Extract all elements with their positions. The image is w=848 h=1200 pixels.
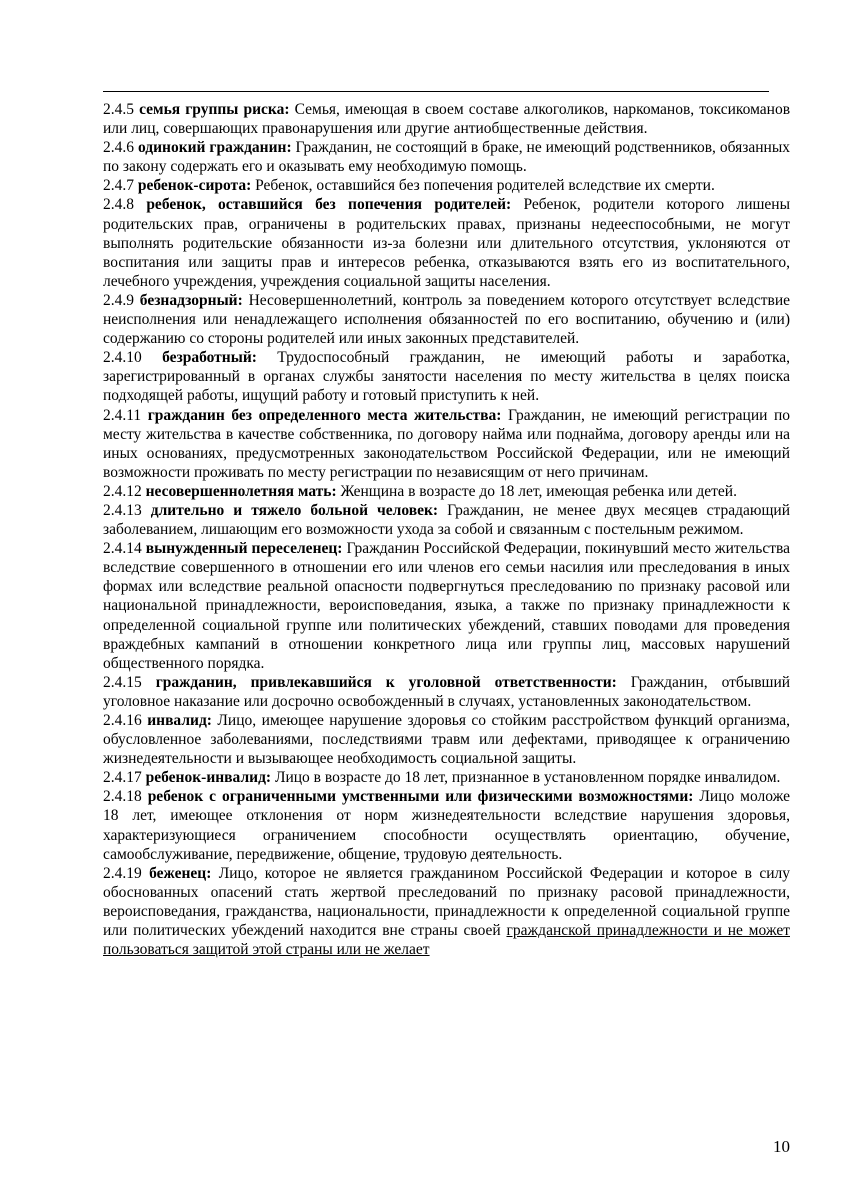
entry-text: Лицо моложе 18 лет, имеющее отклонения от норм жизнедеятельности вследствие нарушения здоровья, характеризующиеся ограничением способности осуществлять ориентацию, обучение, самообслуживание, передвижение, общение, трудовую деятельность. — [103, 788, 791, 863]
definition-entry — [103, 138, 790, 176]
entry-text: Гражданин, не менее двух месяцев страдающий заболеванием, лишающим его возможности ухода за собой и связанным с постельным режимом. — [103, 501, 790, 539]
entry-number: 2.4.9 — [103, 291, 134, 309]
entry-text: Несовершеннолетний, контроль за поведением которого отсутствует вследствие неисполнения или ненадлежащего исполнения обязанностей по его воспитанию, обучению и (или) содержанию со стороны родителей или иных законных представителей. — [103, 291, 791, 348]
entry-text: Ребенок, оставшийся без попечения родителей вследствие их смерти. — [255, 177, 715, 195]
entry-number: 2.4.17 — [103, 769, 142, 787]
definition-entry — [103, 539, 790, 673]
entry-term: семья группы риска: — [139, 101, 290, 118]
definition-entry — [103, 195, 790, 290]
entry-term: безнадзорный: — [139, 291, 243, 309]
definition-entry — [103, 711, 790, 768]
definition-entry — [103, 482, 790, 501]
entry-number: 2.4.7 — [103, 177, 134, 195]
entry-text: Гражданин Российской Федерации, покинувший место жительства вследствие совершенного в отношении его или членов его семьи насилия или преследования в иных формах или вследствие реальной опасности подвергнуться преследованию по признаку расовой или национальной принадлежности, вероисповедания, языка, а также по признаку принадлежности к определенной социальной группе или политических убеждений, ставших поводами для проведения враждебных кампаний в отношении конкретного лица или группы лиц, массовых нарушений общественного порядка. — [103, 540, 790, 672]
entry-text: Гражданин, не состоящий в браке, не имеющий родственников, обязанных по закону содержать его и оказывать ему необходимую помощь. — [103, 139, 790, 176]
entry-term: длительно и тяжело больной человек: — [150, 501, 439, 519]
entry-number: 2.4.12 — [103, 482, 142, 500]
entry-number: 2.4.11 — [103, 406, 142, 424]
definition-entry — [103, 176, 790, 195]
entry-number: 2.4.15 — [103, 673, 142, 691]
entry-term: безработный: — [162, 349, 257, 367]
definition-entry — [103, 768, 790, 787]
entry-text: Ребенок, родители которого лишены родительских прав, ограничены в родительских правах, признаны недееспособными, не могут выполнять родительские обязанности из-за болезни или длительного отсутствия, уклоняются от воспитания или защиты прав и интересов ребенка, отказываются взять его из воспитательного, лечебного учреждения, учреждения социальной защиты населения. — [103, 196, 791, 290]
entry-term: гражданин, привлекавшийся к уголовной ответственности: — [155, 673, 617, 691]
page-number: 10 — [773, 1137, 790, 1156]
definition-entry — [103, 406, 790, 482]
entry-term: беженец: — [149, 864, 212, 882]
entry-number: 2.4.14 — [103, 540, 142, 558]
entry-number: 2.4.16 — [103, 712, 142, 729]
definition-entry — [103, 291, 790, 348]
entry-number: 2.4.13 — [103, 501, 142, 519]
entry-term: вынужденный переселенец: — [145, 540, 343, 558]
entry-term: ребенок-инвалид: — [145, 769, 272, 787]
entry-number: 2.4.5 — [103, 101, 134, 118]
entry-term: инвалид: — [147, 712, 212, 729]
entry-text: Лицо, которое не является гражданином Российской Федерации и которое в силу обоснованных опасений стать жертвой преследований по признаку расовой принадлежности, вероисповедания, гражданства, национальности, принадлежности к определенной социальной группе или политических убеждений находится вне страны своей — [103, 864, 790, 940]
definition-entry — [103, 501, 790, 539]
definitions-body — [103, 100, 790, 959]
definition-entry — [103, 864, 790, 959]
entry-text: Гражданин, отбывший уголовное наказание или досрочно освобожденный в случаях, установленных законодательством. — [103, 673, 791, 710]
entry-number: 2.4.19 — [103, 864, 142, 882]
entry-term: ребенок с ограниченными умственными или физическими возможностями: — [147, 788, 694, 806]
entry-text: Семья, имеющая в своем составе алкоголиков, наркоманов, токсикоманов или лиц, совершающих правонарушения или другие антиобщественные действия. — [103, 101, 791, 138]
entry-number: 2.4.18 — [103, 788, 142, 806]
definition-entry — [103, 787, 790, 863]
entry-term: ребенок, оставшийся без попечения родителей: — [146, 196, 512, 214]
entry-text-continued: гражданской принадлежности и не может пользоваться защитой этой страны или не желает — [103, 922, 790, 959]
definition-entry — [103, 348, 790, 405]
entry-term: ребенок-сирота: — [137, 177, 252, 195]
entry-text: Трудоспособный гражданин, не имеющий работы и заработка, зарегистрированный в органах службы занятости населения по месту жительства в целях поиска подходящей работы, ищущий работу и готовый приступить к ней. — [103, 349, 791, 405]
entry-number: 2.4.10 — [103, 349, 142, 367]
entry-text: Лицо, имеющее нарушение здоровья со стойким расстройством функций организма, обусловленное заболеваниями, последствиями травм или дефектами, приводящее к ограничению жизнедеятельности и вызывающее необходимость социальной защиты. — [103, 712, 791, 768]
entry-number: 2.4.6 — [103, 139, 134, 157]
entry-term: несовершеннолетняя мать: — [145, 482, 337, 500]
entry-number: 2.4.8 — [103, 196, 134, 214]
header-rule — [103, 91, 769, 92]
entry-text: Лицо в возрасте до 18 лет, признанное в установленном порядке инвалидом. — [274, 769, 781, 787]
entry-term: одинокий гражданин: — [137, 139, 292, 157]
entry-term: гражданин без определенного места жительства: — [147, 406, 502, 424]
entry-text: Женщина в возрасте до 18 лет, имеющая ребенка или детей. — [340, 482, 737, 500]
definition-entry — [103, 673, 790, 711]
definition-entry — [103, 100, 790, 138]
entry-text: Гражданин, не имеющий регистрации по месту жительства в качестве собственника, по договору найма или поднайма, договору аренды или на иных основаниях, предусмотренных законодательством Российской Федерации, или не имеющий возможности проживать по месту регистрации по независящим от него причинам. — [103, 406, 791, 481]
